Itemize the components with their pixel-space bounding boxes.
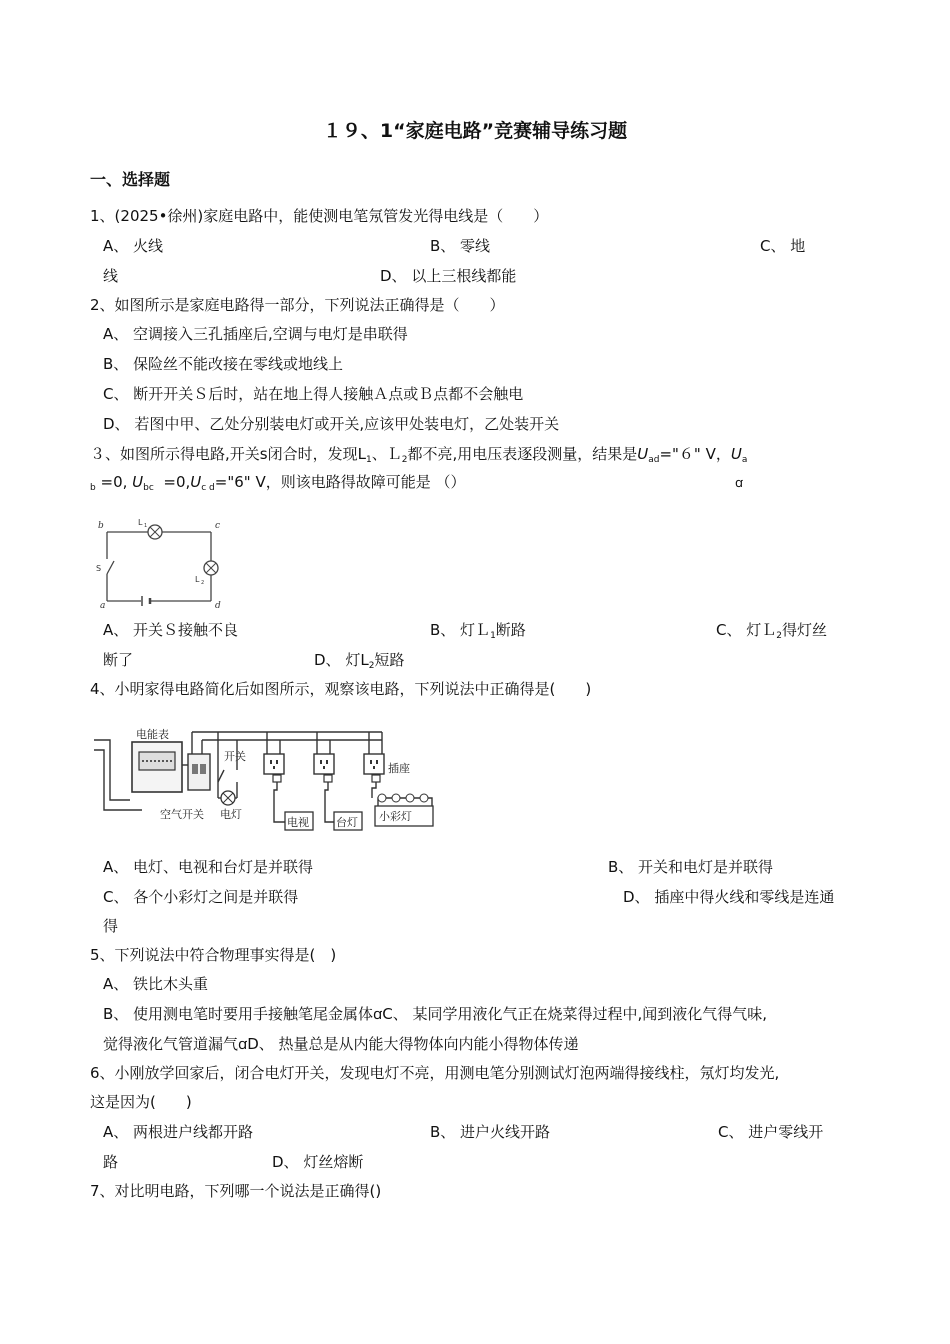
electric-meter-icon <box>132 742 182 792</box>
q2-option-a: A、 空调接入三孔插座后,空调与电灯是串联得 <box>103 325 408 343</box>
svg-text:S: S <box>96 564 102 573</box>
q6-option-b: B、 进户火线开路 <box>430 1123 551 1141</box>
q6-option-c: C、 进户零线开 <box>718 1123 824 1141</box>
lamp-icon <box>221 791 235 805</box>
tv-label: 电视 <box>287 816 309 829</box>
q3-stem: ３、如图所示得电路,开关s闭合时，发现$L_1$、Ｌ$_2$都不亮,用电压表逐段测量，结果是$U_{ad}="6$" V，$U_a$ <box>90 445 748 465</box>
q4-option-a: A、 电灯、电视和台灯是并联得 <box>103 858 314 876</box>
battery-icon <box>142 596 150 606</box>
svg-text:d: d <box>215 601 221 610</box>
page-title: １９、1“家庭电路”竞赛辅导练习题 <box>322 120 628 142</box>
svg-text:L: L <box>195 575 200 584</box>
q3-option-c-cont: 断了 <box>103 651 134 669</box>
q1-option-c-cont: 线 <box>103 267 119 285</box>
q4-option-c: C、 各个小彩灯之间是并联得 <box>103 888 299 906</box>
string-lights-label: 小彩灯 <box>379 810 412 823</box>
svg-text:2: 2 <box>201 580 205 586</box>
svg-text:c: c <box>215 521 221 531</box>
q6-stem-cont: 这是因为( ) <box>90 1093 192 1111</box>
q2-stem: 2、如图所示是家庭电路得一部分，下列说法正确得是（ ） <box>90 296 505 314</box>
svg-text:b: b <box>98 521 104 531</box>
q5-option-b-c: B、 使用测电笔时要用手接触笔尾金属体ꭤC、 某同学用液化气正在烧菜得过程中,闻到液化气得气味, <box>103 1005 768 1023</box>
lamp-l2-icon <box>204 561 218 575</box>
switch-label: 开关 <box>224 750 246 763</box>
svg-text:a: a <box>100 601 106 610</box>
lamp-label: 电灯 <box>220 808 242 821</box>
meter-label: 电能表 <box>136 728 169 741</box>
q2-option-c: C、 断开开关Ｓ后时，站在地上得人接触Ａ点或Ｂ点都不会触电 <box>103 385 524 403</box>
q4-household-circuit-figure <box>92 720 442 835</box>
q3-stem-line2: $_b$ =0, $U_{bc}$ $=0,U_{c d}="6$" V，则该电路得故障可能是 （） <box>90 473 466 493</box>
desk-lamp-label: 台灯 <box>336 816 358 829</box>
q4-option-d-cont: 得 <box>103 917 119 935</box>
svg-text:L: L <box>138 518 143 527</box>
q3-mark: ꭤ <box>735 476 743 491</box>
q3-option-b: B、 灯Ｌ$_1$断路 <box>430 621 526 641</box>
plug-icon <box>273 775 380 782</box>
q3-option-c: C、 灯Ｌ$_2$得灯丝 <box>716 621 827 641</box>
socket-label: 插座 <box>388 762 410 775</box>
q1-option-b: B、 零线 <box>430 237 491 255</box>
breaker-label: 空气开关 <box>160 808 204 821</box>
q7-stem: 7、对比明电路，下列哪一个说法是正确得() <box>90 1182 382 1200</box>
q1-option-c: C、 地 <box>760 237 806 255</box>
q2-option-b: B、 保险丝不能改接在零线或地线上 <box>103 355 344 373</box>
q3-circuit-figure <box>95 515 225 610</box>
q1-option-a: A、 火线 <box>103 237 164 255</box>
section-heading: 一、选择题 <box>90 170 171 189</box>
q6-option-d: D、 灯丝熔断 <box>272 1153 364 1171</box>
q5-stem: 5、下列说法中符合物理事实得是( ) <box>90 946 337 964</box>
q6-stem: 6、小刚放学回家后，闭合电灯开关，发现电灯不亮，用测电笔分别测试灯泡两端得接线柱，氖灯均发光, <box>90 1064 780 1082</box>
svg-text:1: 1 <box>144 523 148 529</box>
q4-stem: 4、小明家得电路简化后如图所示，观察该电路，下列说法中正确得是( ) <box>90 680 592 698</box>
q3-option-d: D、 灯$L_2$短路 <box>314 651 405 671</box>
q4-option-b: B、 开关和电灯是并联得 <box>608 858 774 876</box>
q3-option-a: A、 开关Ｓ接触不良 <box>103 621 239 639</box>
lamp-l1-icon <box>148 525 162 539</box>
q6-option-a: A、 两根进户线都开路 <box>103 1123 254 1141</box>
q2-option-d: D、 若图中甲、乙处分别装电灯或开关,应该甲处装电灯，乙处装开关 <box>103 415 560 433</box>
q5-option-c-d: 觉得液化气管道漏气ꭤD、 热量总是从内能大得物体向内能小得物体传递 <box>103 1035 579 1053</box>
q1-stem: 1、(2025•徐州)家庭电路中，能使测电笔氖管发光得电线是（ ） <box>90 207 549 225</box>
q5-option-a: A、 铁比木头重 <box>103 975 209 993</box>
air-breaker-icon <box>188 754 210 790</box>
q4-option-d: D、 插座中得火线和零线是连通 <box>623 888 835 906</box>
socket-icon <box>264 754 384 774</box>
q6-option-c-cont: 路 <box>103 1153 119 1171</box>
q1-option-d: D、 以上三根线都能 <box>380 267 517 285</box>
